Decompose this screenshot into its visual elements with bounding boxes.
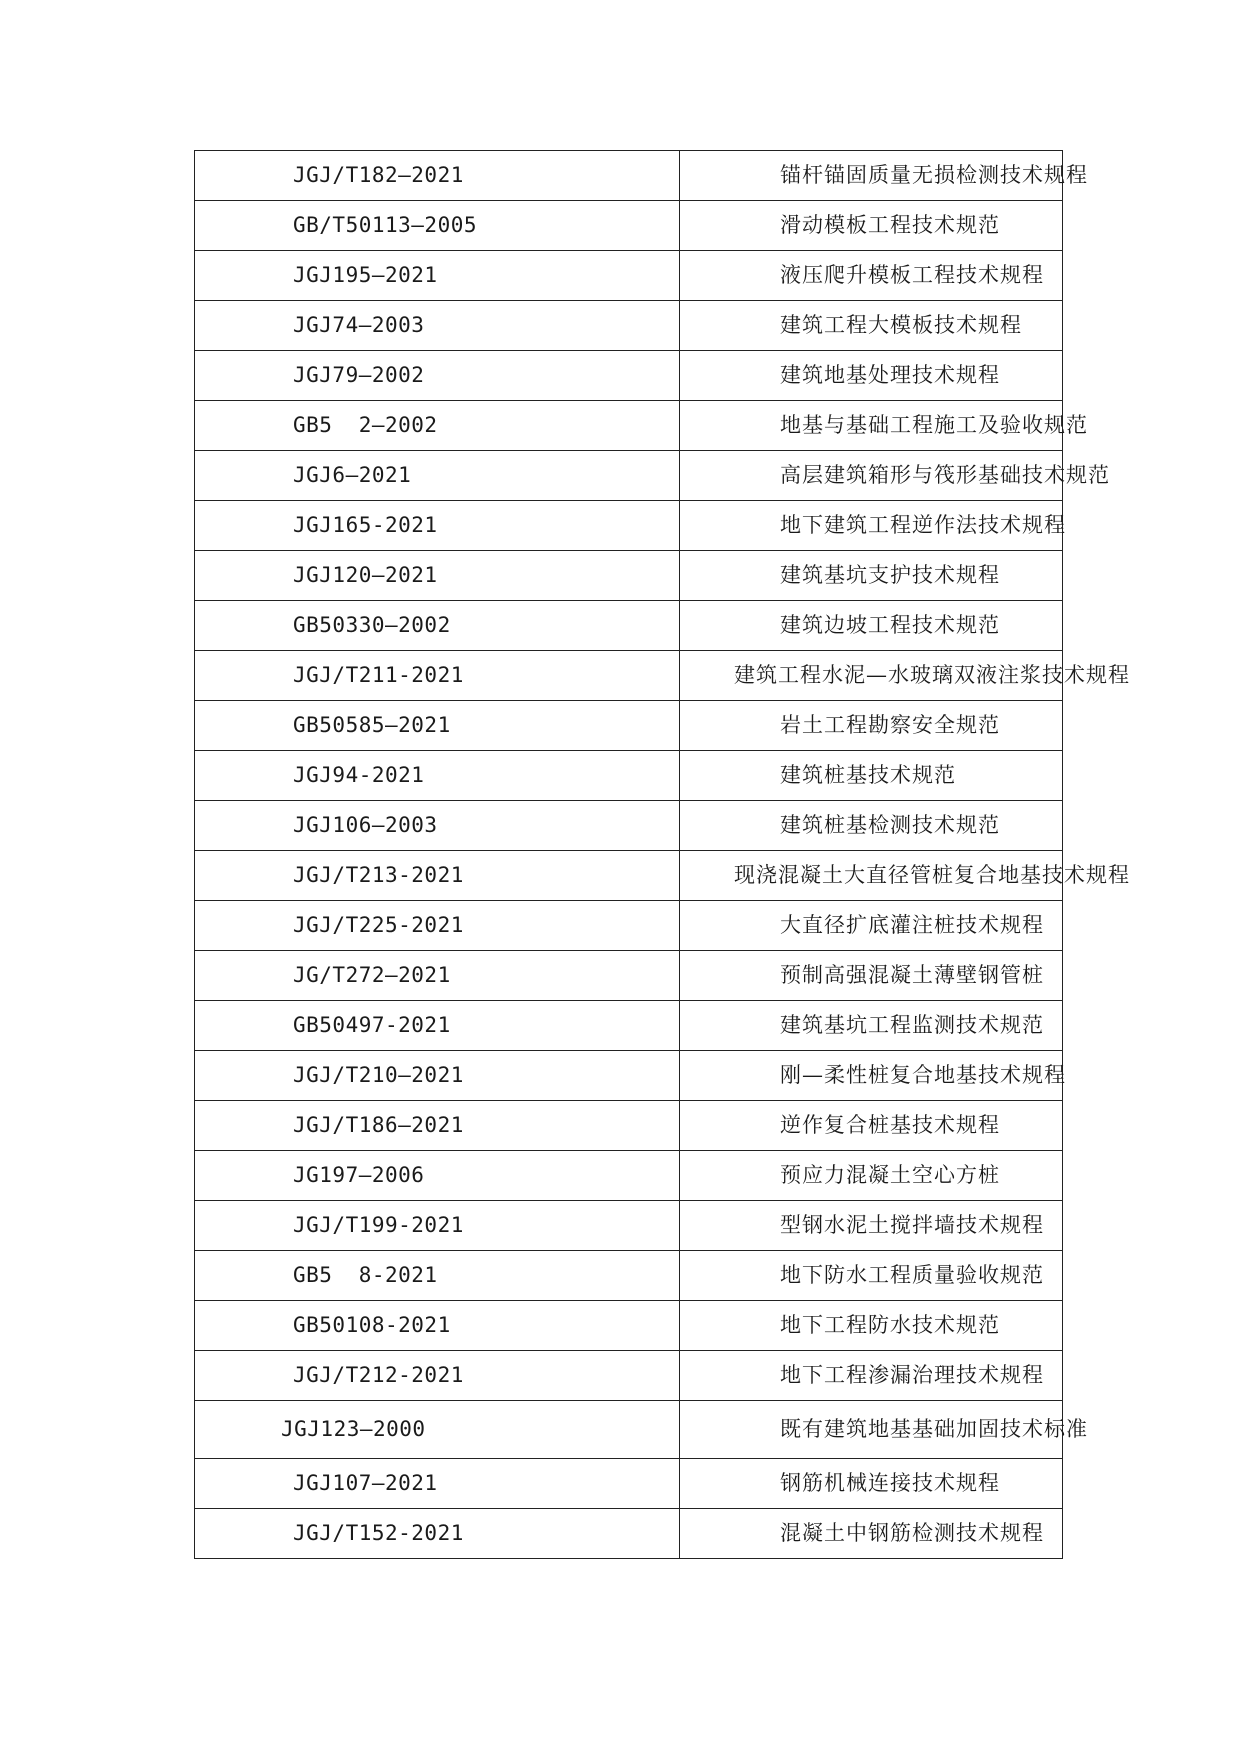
standard-name-cell: 建筑桩基检测技术规范 <box>680 801 1063 851</box>
standard-name-cell: 建筑工程水泥—水玻璃双液注浆技术规程 <box>680 651 1063 701</box>
table-row <box>195 1201 1063 1251</box>
table-row <box>195 801 1063 851</box>
standard-name-cell: 岩土工程勘察安全规范 <box>680 701 1063 751</box>
standard-name-cell: 大直径扩底灌注桩技术规程 <box>680 901 1063 951</box>
table-row <box>195 901 1063 951</box>
table-row <box>195 551 1063 601</box>
standard-code-cell: GB5 8-2021 <box>195 1251 680 1301</box>
standard-code-cell: JGJ/T210—2021 <box>195 1051 680 1101</box>
table-row <box>195 351 1063 401</box>
table-row <box>195 751 1063 801</box>
standard-code-cell: JGJ94-2021 <box>195 751 680 801</box>
standard-name-cell: 预制高强混凝土薄壁钢管桩 <box>680 951 1063 1001</box>
standard-code-cell: JGJ/T225-2021 <box>195 901 680 951</box>
standard-code-cell: JGJ195—2021 <box>195 251 680 301</box>
table-row <box>195 1351 1063 1401</box>
standard-name-cell: 地下工程防水技术规范 <box>680 1301 1063 1351</box>
table-row <box>195 701 1063 751</box>
standard-code-cell: JGJ6—2021 <box>195 451 680 501</box>
standard-name-cell: 建筑地基处理技术规程 <box>680 351 1063 401</box>
table-row <box>195 1051 1063 1101</box>
table-row <box>195 151 1063 201</box>
standard-code-cell: JGJ/T186—2021 <box>195 1101 680 1151</box>
table-row <box>195 201 1063 251</box>
standard-code-cell: JGJ/T152-2021 <box>195 1509 680 1559</box>
table-row <box>195 651 1063 701</box>
standard-code-cell: JGJ/T199-2021 <box>195 1201 680 1251</box>
standard-name-cell: 地基与基础工程施工及验收规范 <box>680 401 1063 451</box>
standard-code-cell: JGJ/T213-2021 <box>195 851 680 901</box>
document-page <box>194 150 1130 1559</box>
standard-code-cell: GB50585—2021 <box>195 701 680 751</box>
standard-name-cell: 液压爬升模板工程技术规程 <box>680 251 1063 301</box>
standard-code-cell: JGJ/T211-2021 <box>195 651 680 701</box>
standard-code-cell: JGJ123—2000 <box>195 1401 680 1459</box>
standard-name-cell: 地下建筑工程逆作法技术规程 <box>680 501 1063 551</box>
standard-code-cell: JGJ/T182—2021 <box>195 151 680 201</box>
table-row <box>195 1151 1063 1201</box>
table-row <box>195 1251 1063 1301</box>
standard-name-cell: 滑动模板工程技术规范 <box>680 201 1063 251</box>
standard-name-cell: 预应力混凝土空心方桩 <box>680 1151 1063 1201</box>
table-row <box>195 401 1063 451</box>
standard-name-cell: 地下防水工程质量验收规范 <box>680 1251 1063 1301</box>
standard-name-cell: 建筑工程大模板技术规程 <box>680 301 1063 351</box>
table-row <box>195 951 1063 1001</box>
standard-name-cell: 建筑桩基技术规范 <box>680 751 1063 801</box>
standard-code-cell: JGJ106—2003 <box>195 801 680 851</box>
standard-code-cell: GB50497-2021 <box>195 1001 680 1051</box>
table-row <box>195 501 1063 551</box>
table-row <box>195 601 1063 651</box>
standard-name-cell: 建筑边坡工程技术规范 <box>680 601 1063 651</box>
standard-name-cell: 高层建筑箱形与筏形基础技术规范 <box>680 451 1063 501</box>
standard-code-cell: JGJ79—2002 <box>195 351 680 401</box>
standard-name-cell: 地下工程渗漏治理技术规程 <box>680 1351 1063 1401</box>
table-row <box>195 1001 1063 1051</box>
table-row <box>195 451 1063 501</box>
standard-name-cell: 混凝土中钢筋检测技术规程 <box>680 1509 1063 1559</box>
table-row <box>195 251 1063 301</box>
table-row <box>195 1101 1063 1151</box>
standard-name-cell: 逆作复合桩基技术规程 <box>680 1101 1063 1151</box>
standard-name-cell: 型钢水泥土搅拌墙技术规程 <box>680 1201 1063 1251</box>
standard-name-cell: 锚杆锚固质量无损检测技术规程 <box>680 151 1063 201</box>
standards-table-body <box>195 151 1130 1559</box>
standard-name-cell: 既有建筑地基基础加固技术标准 <box>680 1401 1063 1459</box>
standard-code-cell: GB50108-2021 <box>195 1301 680 1351</box>
standard-code-cell: GB5 2—2002 <box>195 401 680 451</box>
standard-code-cell: JG/T272—2021 <box>195 951 680 1001</box>
standard-code-cell: GB50330—2002 <box>195 601 680 651</box>
table-row <box>195 1459 1063 1509</box>
standard-name-cell: 现浇混凝土大直径管桩复合地基技术规程 <box>680 851 1063 901</box>
standard-code-cell: JG197—2006 <box>195 1151 680 1201</box>
standard-code-cell: JGJ74—2003 <box>195 301 680 351</box>
standard-name-cell: 建筑基坑支护技术规程 <box>680 551 1063 601</box>
table-row <box>195 1301 1063 1351</box>
standard-name-cell: 建筑基坑工程监测技术规范 <box>680 1001 1063 1051</box>
standard-code-cell: JGJ165-2021 <box>195 501 680 551</box>
standard-code-cell: JGJ107—2021 <box>195 1459 680 1509</box>
standard-code-cell: GB/T50113—2005 <box>195 201 680 251</box>
standard-code-cell: JGJ/T212-2021 <box>195 1351 680 1401</box>
standard-code-cell: JGJ120—2021 <box>195 551 680 601</box>
standard-name-cell: 钢筋机械连接技术规程 <box>680 1459 1063 1509</box>
table-row <box>195 1509 1063 1559</box>
standard-name-cell: 刚—柔性桩复合地基技术规程 <box>680 1051 1063 1101</box>
table-row <box>195 851 1063 901</box>
table-row <box>195 1401 1063 1459</box>
table-row <box>195 301 1063 351</box>
standards-table <box>194 150 1130 1559</box>
